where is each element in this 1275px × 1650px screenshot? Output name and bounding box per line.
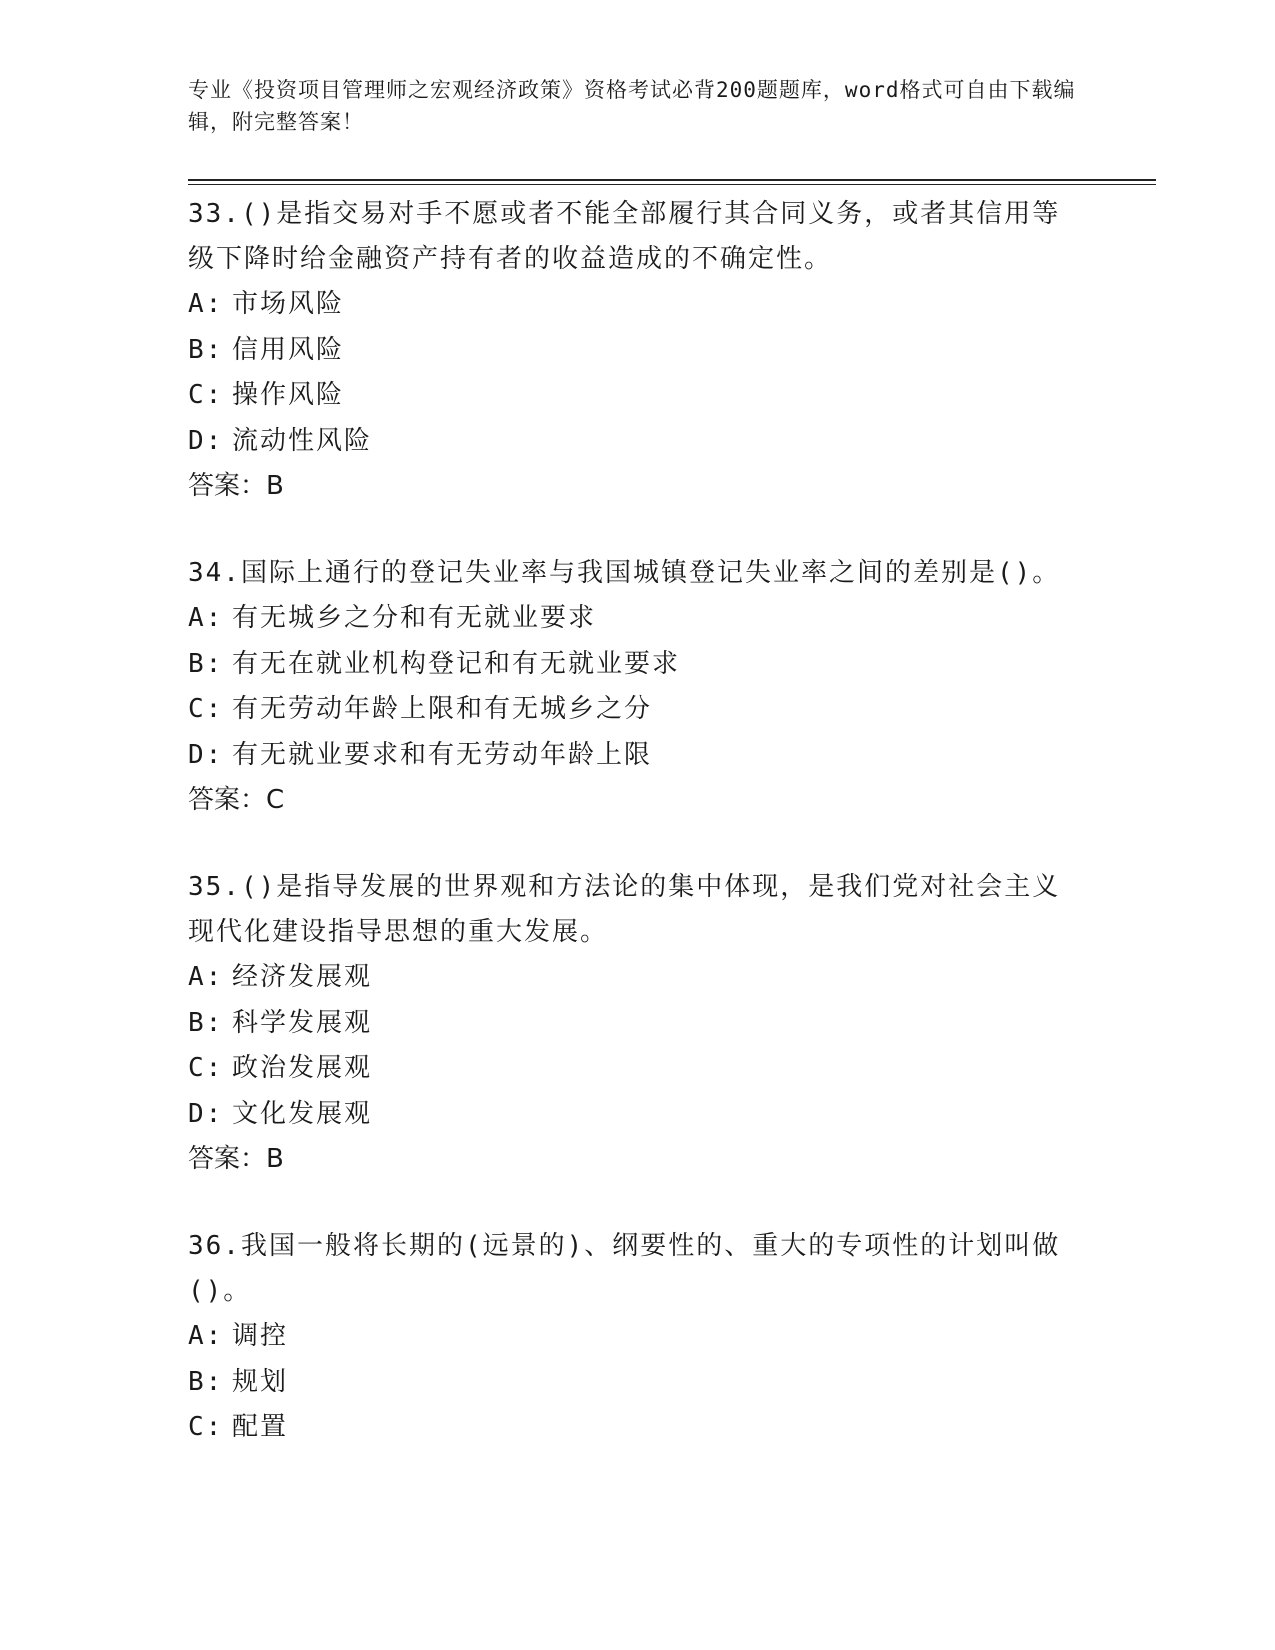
option-text: 操作风险 xyxy=(232,380,345,410)
answer-line: 答案：B xyxy=(188,471,284,501)
option-text: 经济发展观 xyxy=(232,962,373,992)
option-a xyxy=(188,596,1088,642)
option-key: A: xyxy=(188,603,224,633)
option-c xyxy=(188,373,1088,419)
option-text: 有无在就业机构登记和有无就业要求 xyxy=(232,648,681,679)
question-35 xyxy=(188,865,1088,1182)
option-a xyxy=(188,282,1088,328)
option-text: 有无就业要求和有无劳动年龄上限 xyxy=(232,739,653,770)
option-text: 政治发展观 xyxy=(232,1053,373,1083)
option-key: D: xyxy=(188,1098,224,1129)
option-key: C: xyxy=(188,694,224,724)
option-key: B: xyxy=(188,334,224,365)
answer-line: 答案：C xyxy=(188,785,285,815)
option-a xyxy=(188,955,1088,1001)
option-d xyxy=(188,1092,1088,1138)
option-key: D: xyxy=(188,739,224,770)
option-key: C: xyxy=(188,380,224,410)
question-36 xyxy=(188,1224,1088,1451)
option-key: A: xyxy=(188,289,224,319)
option-b xyxy=(188,642,1088,688)
option-c xyxy=(188,687,1088,733)
option-text: 科学发展观 xyxy=(232,1007,373,1038)
option-b xyxy=(188,1001,1088,1047)
answer-line: 答案：B xyxy=(188,1144,284,1174)
option-key: D: xyxy=(188,425,224,456)
question-stem: 34.国际上通行的登记失业率与我国城镇登记失业率之间的差别是()。 xyxy=(188,558,1061,588)
option-a xyxy=(188,1314,1088,1360)
option-d xyxy=(188,419,1088,465)
question-list xyxy=(188,192,1088,1493)
header-divider-thin xyxy=(188,184,1156,185)
option-text: 文化发展观 xyxy=(232,1098,373,1129)
question-stem: 35.()是指导发展的世界观和方法论的集中体现，是我们党对社会主义现代化建设指导思想的重大发展。 xyxy=(188,872,1061,947)
question-33 xyxy=(188,192,1088,509)
question-stem: 33.()是指交易对手不愿或者不能全部履行其合同义务，或者其信用等级下降时给金融资产持有者的收益造成的不确定性。 xyxy=(188,199,1061,274)
header-divider-thick xyxy=(188,179,1156,181)
option-key: A: xyxy=(188,962,224,992)
option-text: 流动性风险 xyxy=(232,425,373,456)
option-text: 调控 xyxy=(232,1321,289,1351)
option-text: 规划 xyxy=(232,1366,289,1397)
option-text: 市场风险 xyxy=(232,289,345,319)
option-d xyxy=(188,733,1088,779)
option-text: 有无劳动年龄上限和有无城乡之分 xyxy=(232,694,653,724)
option-c xyxy=(188,1046,1088,1092)
question-stem: 36.我国一般将长期的(远景的)、纲要性的、重大的专项性的计划叫做()。 xyxy=(188,1231,1061,1306)
option-key: A: xyxy=(188,1321,224,1351)
option-key: B: xyxy=(188,1366,224,1397)
option-b xyxy=(188,328,1088,374)
document-header: 专业《投资项目管理师之宏观经济政策》资格考试必背200题题库，word格式可自由下载编辑，附完整答案！ xyxy=(188,78,1076,134)
option-c xyxy=(188,1405,1088,1451)
option-text: 信用风险 xyxy=(232,334,345,365)
option-key: B: xyxy=(188,648,224,679)
option-key: B: xyxy=(188,1007,224,1038)
option-key: C: xyxy=(188,1412,224,1442)
option-b xyxy=(188,1360,1088,1406)
question-34 xyxy=(188,551,1088,823)
option-text: 配置 xyxy=(232,1412,289,1442)
option-text: 有无城乡之分和有无就业要求 xyxy=(232,603,597,633)
option-key: C: xyxy=(188,1053,224,1083)
